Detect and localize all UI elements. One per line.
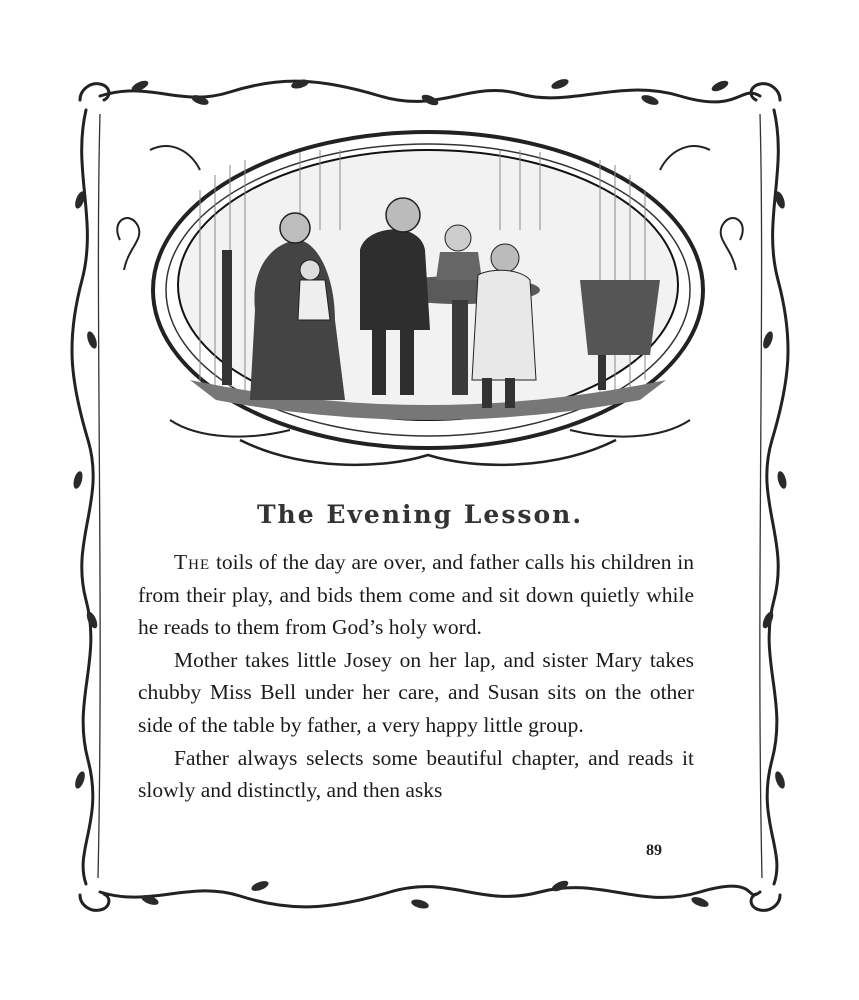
paragraph-text: toils of the day are over, and father calls his children in from their play, and bids them come and sit down quietly while he reads to them from God’s holy word. <box>138 550 694 640</box>
paragraph <box>138 546 694 644</box>
body-text <box>138 546 694 807</box>
paragraph-text: Mother takes little Josey on her lap, and sister Mary takes chubby Miss Bell under her care, and Susan sits on the other side of the table by father, a very happy little group. <box>138 647 694 737</box>
drop-word: The <box>174 550 211 574</box>
paragraph <box>138 644 694 742</box>
paragraph-text: Father always selects some beautiful chapter, and reads it slowly and distinctly, and then asks <box>138 745 694 803</box>
paragraph <box>138 742 694 807</box>
chapter-title: The Evening Lesson. <box>256 500 584 529</box>
page-number: 89 <box>646 842 662 859</box>
illustration <box>153 132 703 465</box>
